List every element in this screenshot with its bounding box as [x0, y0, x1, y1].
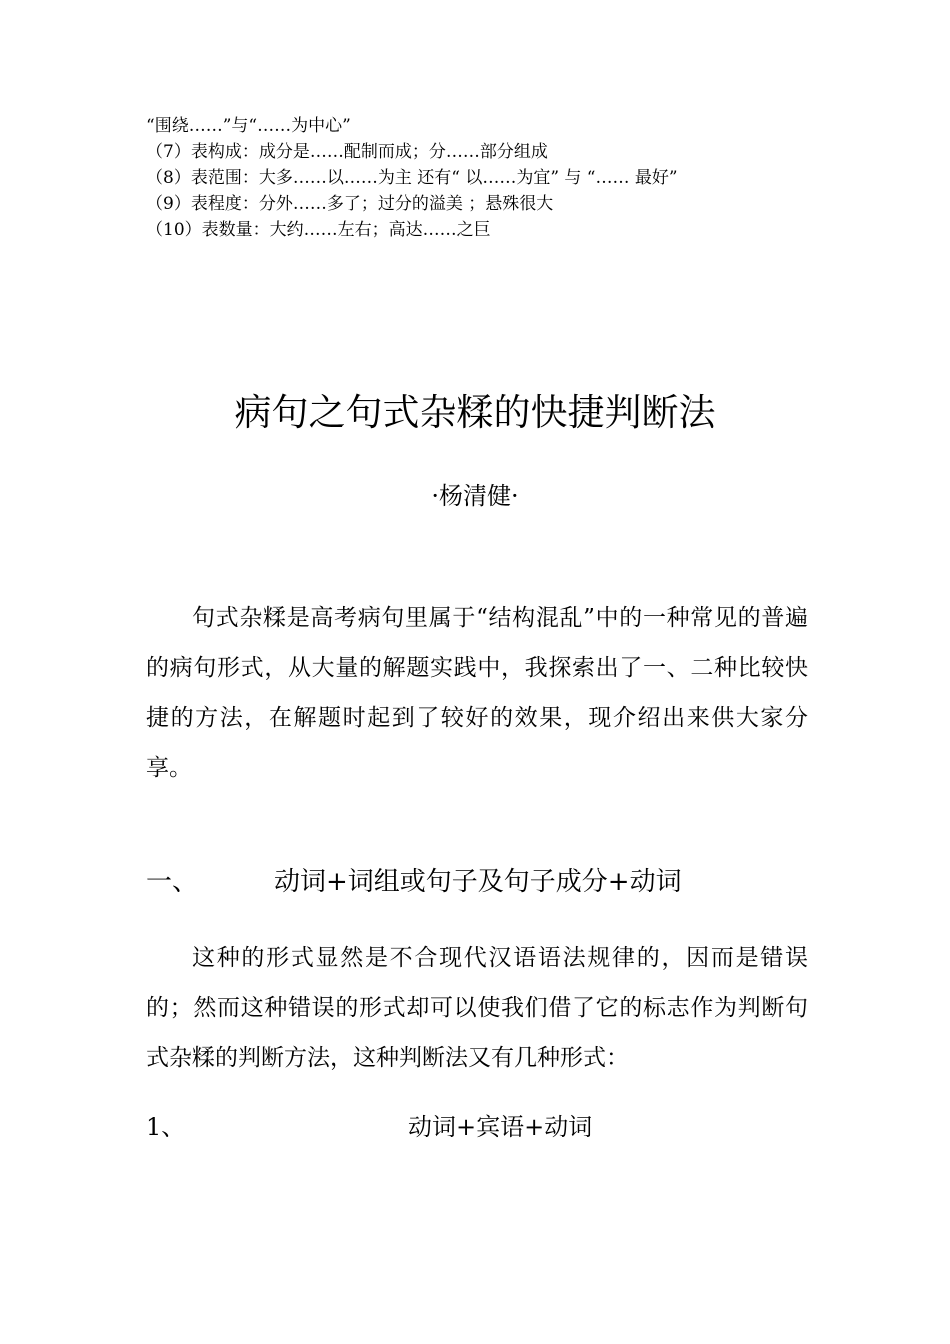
section-heading-text: 动词+词组或句子及句子成分+动词	[274, 867, 682, 897]
note-line: “围绕……”与“……为中心”	[146, 116, 351, 136]
note-line: （8）表范围：大多……以……为主 还有“ 以……为宜” 与 “…… 最好”	[146, 168, 678, 188]
section-number: 一、	[146, 867, 199, 897]
article-author: ·杨清健·	[431, 482, 519, 510]
intro-paragraph: 句式杂糅是高考病句里属于“结构混乱”中的一种常见的普遍的病句形式，从大量的解题实践中，我探索出了一、二种比较快捷的方法，在解题时起到了较好的效果，现介绍出来供大家分享。	[146, 605, 808, 781]
note-line: （7）表构成：成分是……配制而成；分……部分组成	[146, 142, 548, 162]
subsection-heading	[146, 1107, 846, 1147]
note-line: （10）表数量：大约……左右；高达……之巨	[146, 220, 491, 240]
article-title: 病句之句式杂糅的快捷判断法	[234, 391, 716, 434]
subsection-number: 1、	[146, 1113, 186, 1141]
note-line: （9）表程度：分外……多了；过分的溢美 ；悬殊很大	[146, 194, 554, 214]
section-body-paragraph: 这种的形式显然是不合现代汉语语法规律的，因而是错误的；然而这种错误的形式却可以使我们借了它的标志作为判断句式杂糅的判断方法，这种判断法又有几种形式：	[146, 945, 808, 1071]
section-heading	[146, 862, 846, 902]
subsection-heading-text: 动词+宾语+动词	[408, 1113, 593, 1141]
notes-block	[146, 113, 846, 243]
